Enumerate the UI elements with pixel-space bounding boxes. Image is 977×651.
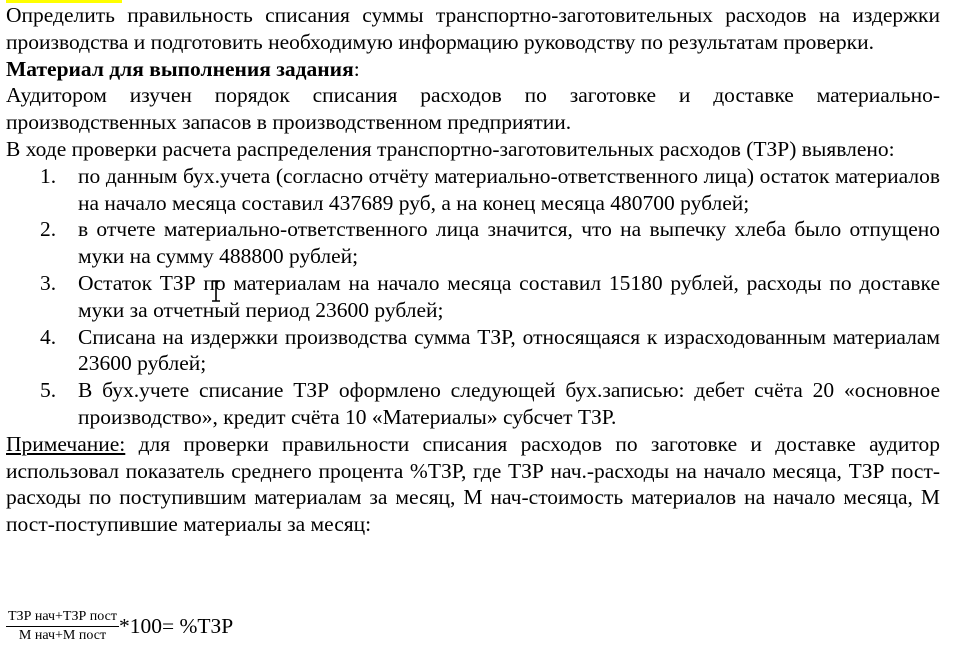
list-item — [6, 163, 940, 217]
formula — [6, 608, 233, 645]
paragraph-audit: Аудитором изучен порядок списания расходов по заготовке и доставке материально-производственных запасов в производственном предприятии. — [6, 83, 940, 135]
list-number: 4. — [40, 324, 57, 349]
formula-fraction — [6, 608, 119, 645]
list-text: Списана на издержки производства сумма ТЗР, относящаяся к израсходованным материалам 23600 рублей; — [78, 324, 940, 376]
list-text: по данным бух.учета (согласно отчёту материально-ответственного лица) остаток материалов на начало месяца составил 437689 руб, а на конец месяца 480700 рублей; — [78, 163, 940, 215]
note-label: Примечание: — [6, 431, 126, 456]
list-number: 3. — [40, 270, 57, 295]
note-text: для проверки правильности списания расходов по заготовке и доставке аудитор использовал показатель среднего процента %ТЗР, где ТЗР нач.-расходы на начало месяца, ТЗР пост-расходы по поступившим материалам за месяц, М нач-стоимость материалов на начало месяца, М пост-поступившие материалы за месяц: — [6, 431, 940, 537]
text-cursor-icon — [210, 280, 222, 302]
material-heading-line — [6, 56, 940, 83]
list-item — [6, 377, 940, 431]
list-number: 2. — [40, 217, 57, 242]
task-intro: Определить правильность списания суммы транспортно-заготовительных расходов на издержки производства и подготовить необходимую информацию руководству по результатам проверки. — [6, 3, 940, 54]
paragraph-findings: В ходе проверки расчета распределения транспортно-заготовительных расходов (ТЗР) выявлено: — [6, 136, 895, 161]
list-item — [6, 270, 940, 324]
list-number: 5. — [40, 378, 57, 403]
note-paragraph — [6, 431, 940, 538]
formula-denominator: М нач+М пост — [18, 628, 107, 643]
material-heading: Материал для выполнения задания — [6, 56, 354, 81]
findings-list — [6, 163, 940, 431]
list-item — [6, 324, 940, 378]
list-text: в отчете материально-ответственного лица значится, что на выпечку хлеба было отпущено муки на сумму 488800 рублей; — [78, 217, 940, 269]
list-number: 1. — [40, 163, 57, 188]
list-text: В бух.учете списание ТЗР оформлено следующей бух.записью: дебет счёта 20 «основное производство», кредит счёта 10 «Материалы» субсчет ТЗР. — [78, 378, 940, 429]
material-colon: : — [353, 56, 360, 81]
formula-numerator: ТЗР нач+ТЗР пост — [6, 608, 119, 627]
document-body — [6, 2, 940, 538]
list-text: Остаток ТЗР по материалам на начало месяца составил 15180 рублей, расходы по доставке муки за отчетный период 23600 рублей; — [78, 270, 940, 322]
formula-result: *100= %ТЗР — [118, 614, 234, 638]
list-item — [6, 216, 940, 270]
